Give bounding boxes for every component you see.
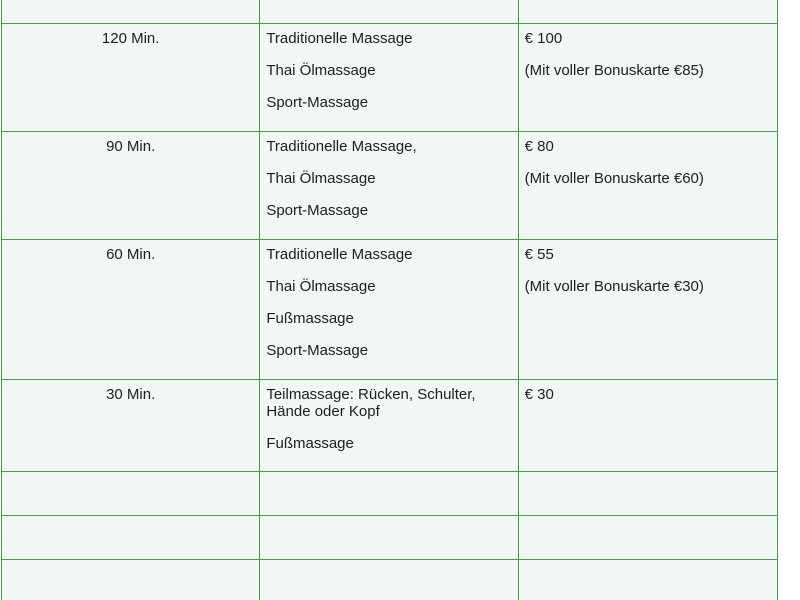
table-row — [2, 240, 778, 380]
price-text: € 55 — [524, 246, 554, 263]
duration-cell — [2, 240, 260, 380]
massage-type-item: Thai Ölmassage — [266, 62, 376, 79]
massage-type-cell — [260, 132, 518, 240]
massage-type-item: Sport-Massage — [266, 342, 369, 359]
bonus-price-text: (Mit voller Bonuskarte €60) — [524, 170, 704, 187]
massage-type-item: Thai Ölmassage — [266, 278, 376, 295]
empty-cell — [518, 472, 777, 516]
table-row — [2, 132, 778, 240]
duration-text: 120 Min. — [101, 30, 160, 47]
price-cell — [518, 380, 777, 472]
massage-type-item: Teilmassage: Rücken, Schulter, Hände oder Kopf — [266, 386, 476, 420]
empty-cell — [518, 560, 777, 600]
empty-cell — [2, 516, 260, 560]
price-cell — [518, 240, 777, 380]
empty-cell — [260, 560, 518, 600]
table-header-row — [2, 0, 778, 24]
header-cell-price — [518, 0, 777, 24]
massage-type-item: Traditionelle Massage, — [266, 138, 417, 155]
price-cell — [518, 132, 777, 240]
massage-type-cell — [260, 240, 518, 380]
massage-type-item: Traditionelle Massage — [266, 30, 413, 47]
table-row — [2, 380, 778, 472]
empty-cell — [260, 472, 518, 516]
massage-type-item: Fußmassage — [266, 435, 354, 452]
price-table — [1, 0, 778, 600]
header-cell-type — [260, 0, 518, 24]
empty-table-row — [2, 560, 778, 600]
massage-type-item: Traditionelle Massage — [266, 246, 413, 263]
empty-cell — [2, 560, 260, 600]
duration-cell — [2, 380, 260, 472]
duration-cell — [2, 24, 260, 132]
duration-text: 90 Min. — [106, 138, 156, 155]
duration-text: 60 Min. — [106, 246, 156, 263]
bonus-price-text: (Mit voller Bonuskarte €30) — [524, 278, 704, 295]
massage-type-item: Sport-Massage — [266, 202, 369, 219]
price-text: € 100 — [524, 30, 563, 47]
empty-cell — [518, 516, 777, 560]
massage-type-item: Thai Ölmassage — [266, 170, 376, 187]
price-cell — [518, 24, 777, 132]
price-text: € 30 — [524, 386, 554, 403]
price-text: € 80 — [524, 138, 554, 155]
empty-table-row — [2, 472, 778, 516]
massage-type-cell — [260, 24, 518, 132]
header-cell-duration — [2, 0, 260, 24]
duration-cell — [2, 132, 260, 240]
empty-cell — [2, 472, 260, 516]
empty-cell — [260, 516, 518, 560]
massage-type-item: Fußmassage — [266, 310, 354, 327]
massage-type-cell — [260, 380, 518, 472]
empty-table-row — [2, 516, 778, 560]
bonus-price-text: (Mit voller Bonuskarte €85) — [524, 62, 704, 79]
duration-text: 30 Min. — [106, 386, 156, 403]
table-row — [2, 24, 778, 132]
massage-type-item: Sport-Massage — [266, 94, 369, 111]
